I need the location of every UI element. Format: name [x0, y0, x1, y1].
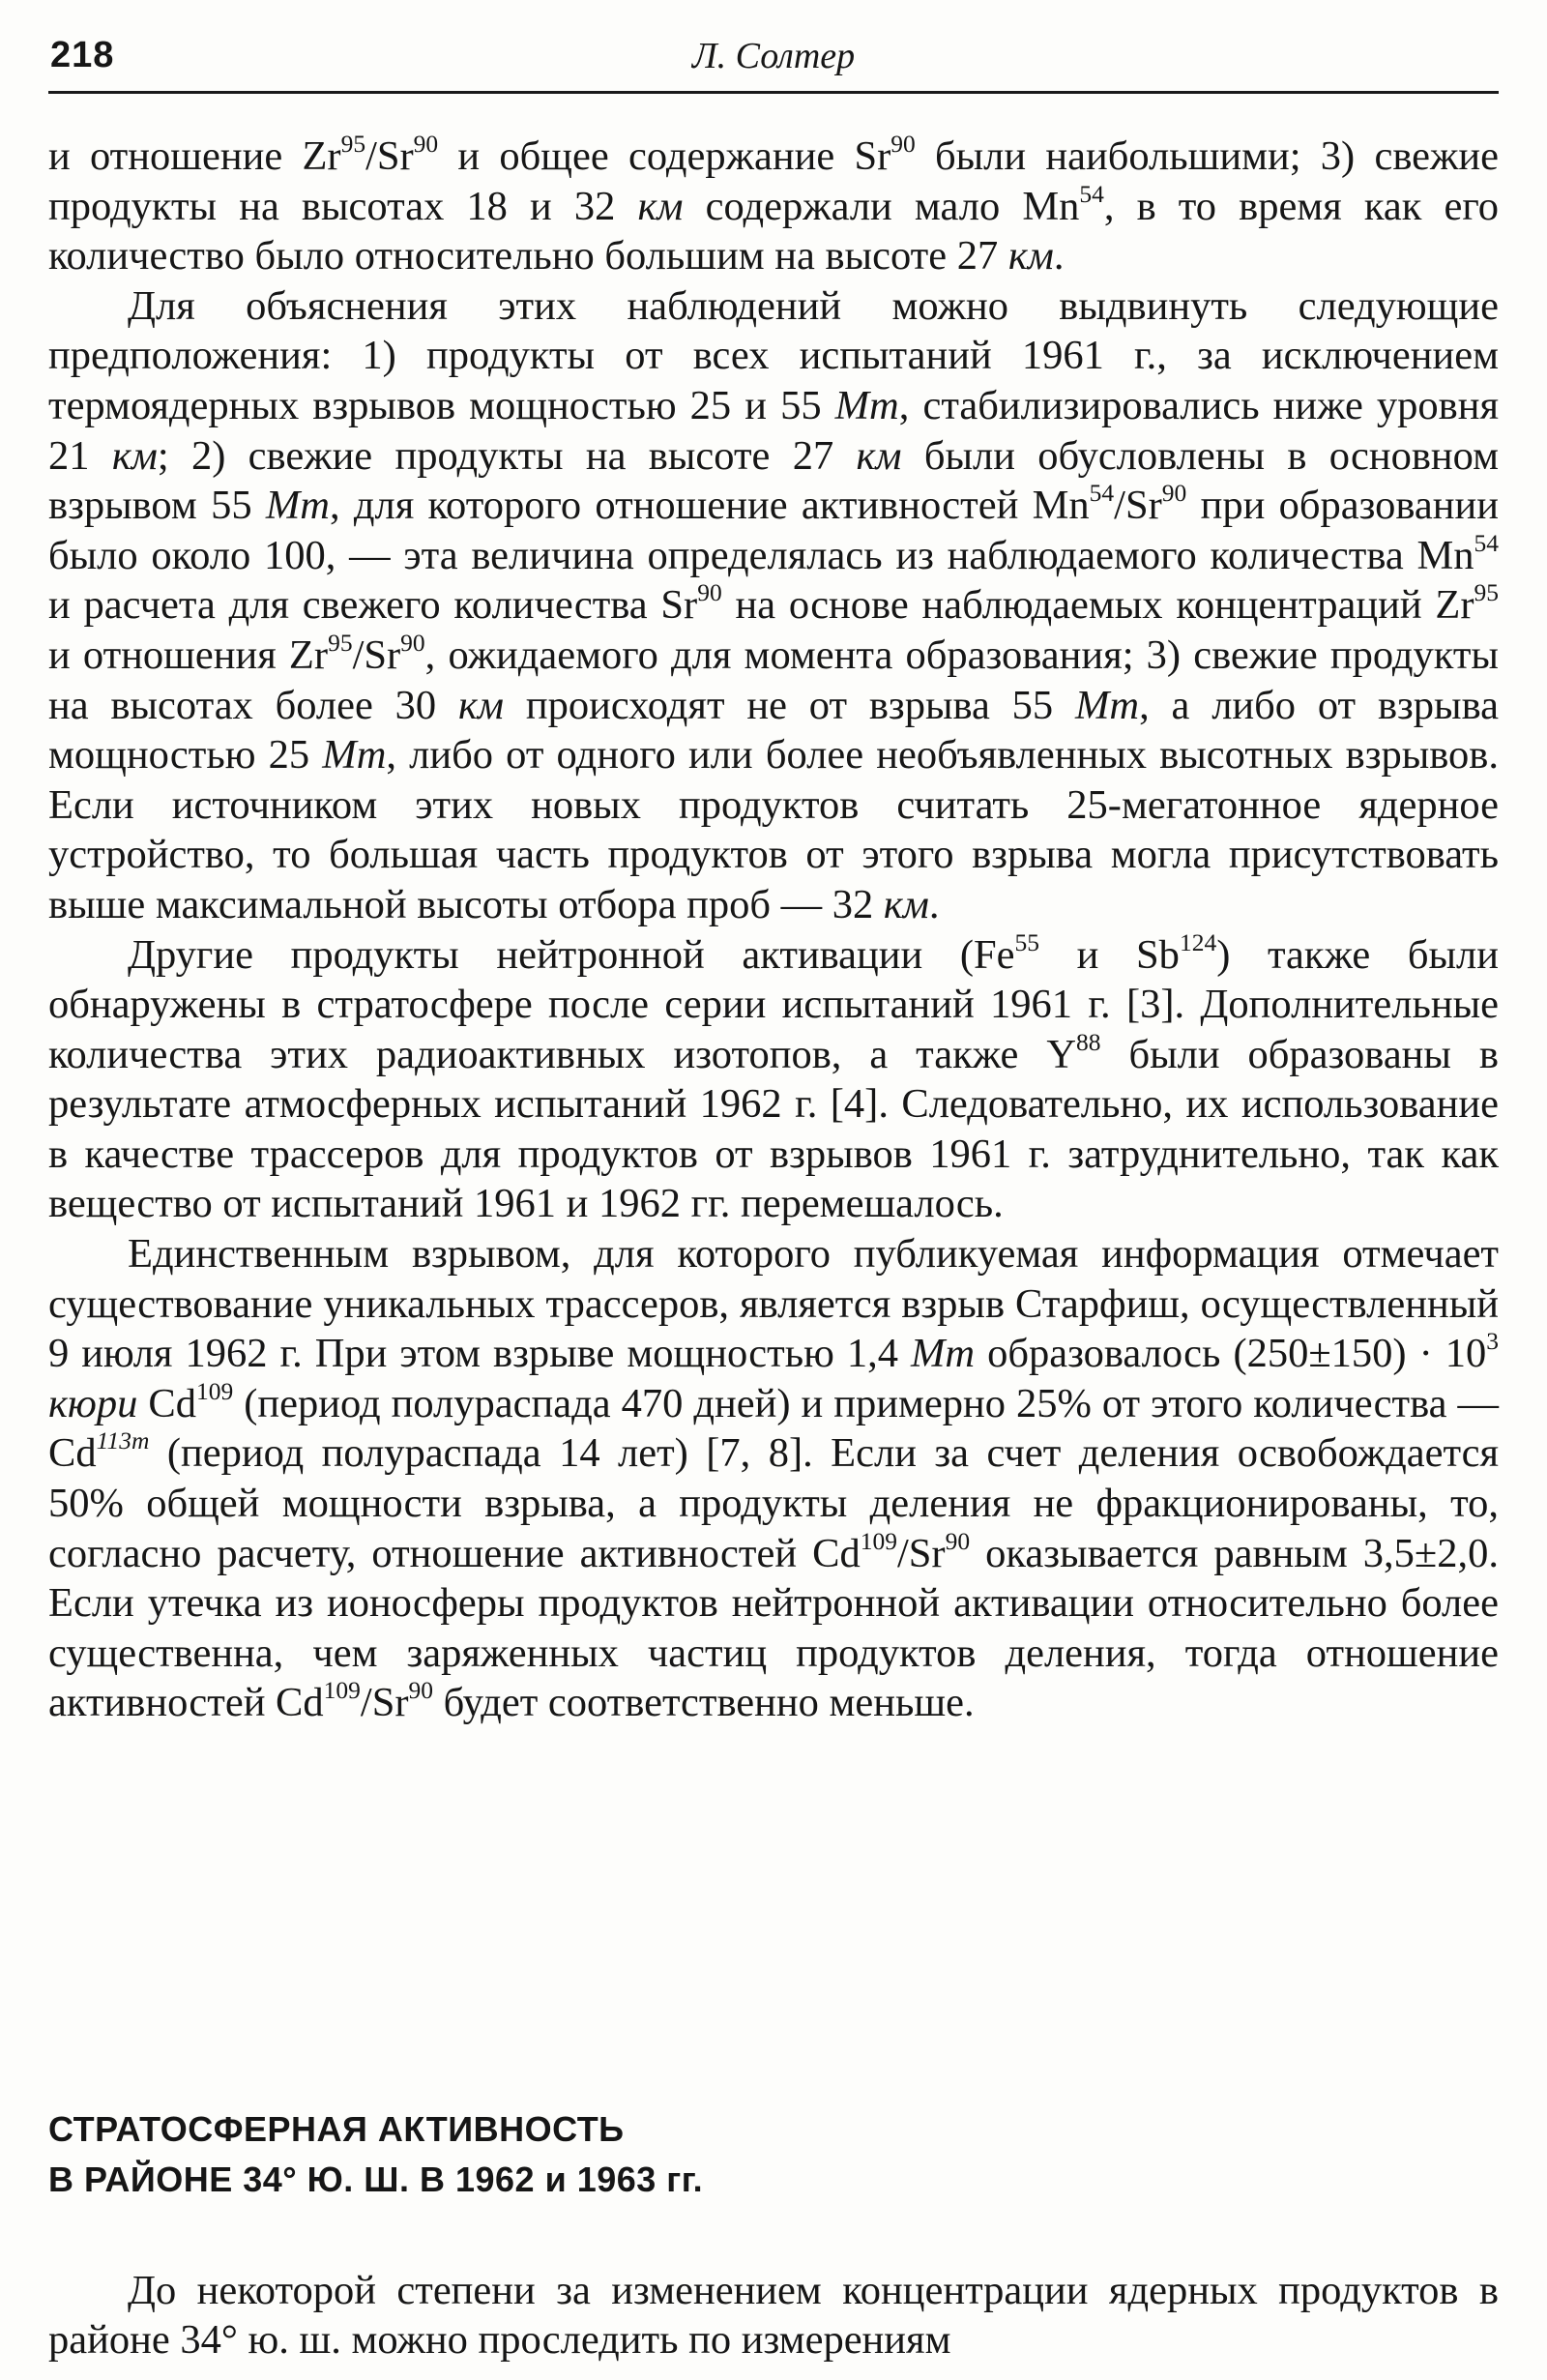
paragraph-5: До некоторой степени за изменением концентрации ядерных продуктов в районе 34° ю. ш. можно проследить по измерениям [48, 2267, 1499, 2364]
header-rule [48, 91, 1499, 94]
running-head: Л. Солтер [691, 36, 856, 76]
section-heading [48, 2104, 1499, 2205]
page-header [48, 35, 1499, 93]
body-text [48, 132, 1499, 1728]
page-number: 218 [50, 35, 115, 75]
paragraph-2: Для объяснения этих наблюдений можно выдвинуть следующие предположения: 1) продукты от всех испытаний 1961 г., за исключением термоядерных взрывов мощностью 25 и 55 Мт, стабилизировались ниже уровня 21 км; 2) свежие продукты на высоте 27 км были обусловлены в основном взрывом 55 Мт, для которого отношение активностей Mn$^{54}$/Sr$^{90}$ при образовании было около 100, — эта величина определялась из наблюдаемого количества Mn$^{54}$ и расчета для свежего количества Sr$^{90}$ на основе наблюдаемых концентраций Zr$^{95}$ и отношения Zr$^{95}$/Sr$^{90}$, ожидаемого для момента образования; 3) свежие продукты на высотах более 30 км происходят не от взрыва 55 Мт, а либо от взрыва мощностью 25 Мт, либо от одного или более необъявленных высотных взрывов. Если источником этих новых продуктов считать 25-мегатонное ядерное устройство, то большая часть продуктов от этого взрыва могла присутствовать выше максимальной высоты отбора проб — 32 км. [48, 282, 1500, 927]
section-heading-line-2: В РАЙОНЕ 34° Ю. Ш. В 1962 и 1963 гг. [48, 2160, 704, 2199]
paragraph-3: Другие продукты нейтронной активации (Fe$^{55}$ и Sb$^{124}$) также были обнаружены в стратосфере после серии испытаний 1961 г. [3]. Дополнительные количества этих радиоактивных изотопов, а также $Y^{88}$ были образованы в результате атмосферных испытаний 1962 г. [4]. Следовательно, их использование в качестве трассеров для продуктов от взрывов 1961 г. затруднительно, так как вещество от испытаний 1961 и 1962 гг. перемешалось. [48, 927, 1499, 1227]
paragraph-4: Единственным взрывом, для которого публикуемая информация отмечает существование уникальных трассеров, является взрыв Старфиш, осуществленный 9 июля 1962 г. При этом взрыве мощностью 1,4 Мт образовалось $(250\pm 150) \cdot 10^3$ кюри Cd$^{109}$ (период полураспада 470 дней) и примерно 25% от этого количества — $Cd^{113m}$ (период полураспада 14 лет) [7, 8]. Если за счет деления освобождается 50% общей мощности взрыва, а продукты деления не фракционированы, то, согласно расчету, отношение активностей Cd$^{109}$/Sr$^{90}$ оказывается равным 3,5±2,0. Если утечка из ионосферы продуктов нейтронной активации относительно более существенна, чем заряженных частиц продуктов деления, тогда отношение активностей Cd$^{109}$/Sr$^{90}$ будет соответственно меньше. [48, 1231, 1500, 1726]
section-heading-line-1: СТРАТОСФЕРНАЯ АКТИВНОСТЬ [48, 2109, 625, 2149]
paragraph-1: и отношение Zr$^{95}$/Sr$^{90}$ и общее содержание Sr$^{90}$ были наибольшими; 3) свежие продукты на высотах 18 и 32 км содержали мало Mn$^{54}$, в то время как его количество было относительно большим на высоте 27 км. [48, 130, 1499, 279]
